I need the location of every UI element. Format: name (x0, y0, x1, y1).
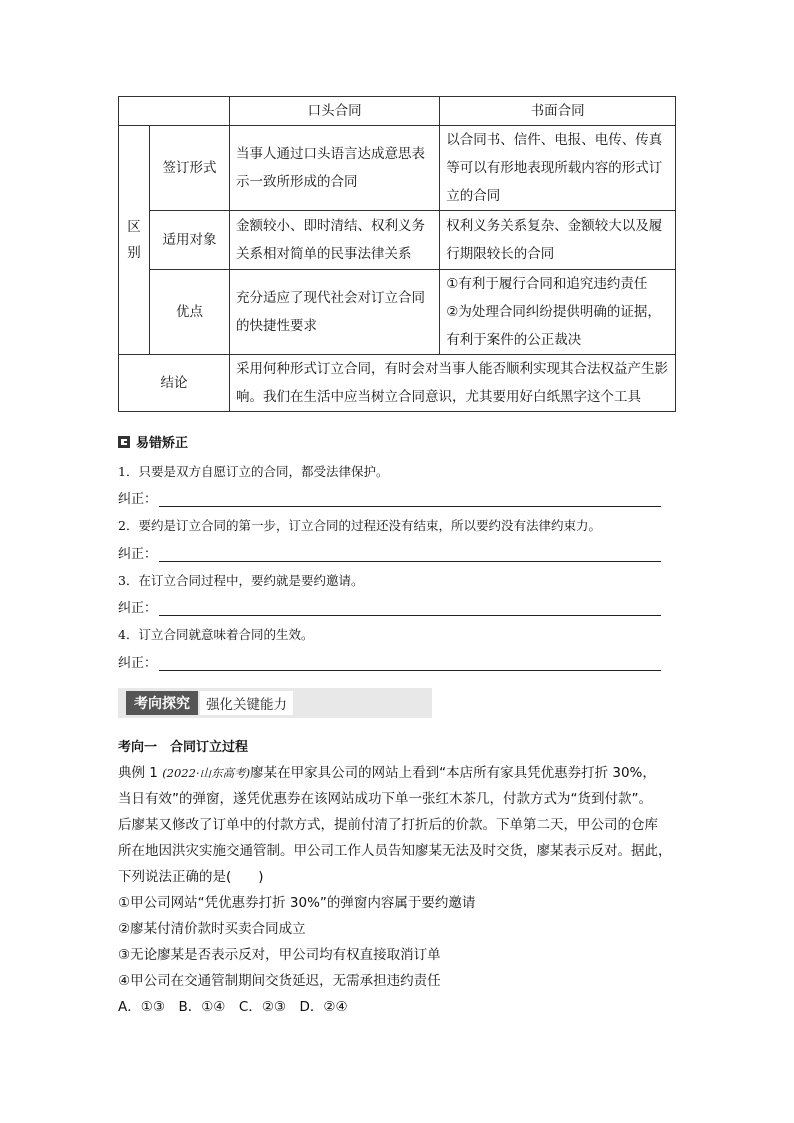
example-stem (118, 760, 688, 1020)
error-item-1: 1．只要是双方自愿订立的合同，都受法律保护。 (118, 464, 389, 479)
table-corner-cell (119, 97, 230, 126)
fix-line-2[interactable] (118, 543, 661, 562)
option-item: ②廖某付清价款时买卖合同成立 (118, 921, 306, 937)
answer-blank[interactable] (159, 656, 661, 671)
answer-blank[interactable] (159, 547, 661, 562)
row-label: 优点 (149, 270, 229, 355)
banner-subtitle: 强化关键能力 (200, 691, 293, 715)
error-correction-icon (118, 436, 130, 448)
stem-line: 当日有效”的弹窗，遂凭优惠券在该网站成功下单一张红木茶几，付款方式为“货到付款”。 (118, 791, 652, 807)
stem-line: 典例 1 (2022·山东高考)廖某在甲家具公司的网站上看到“本店所有家具凭优惠券打折 30%， (118, 765, 656, 781)
table-header-row (119, 97, 676, 126)
error-correction-heading (118, 432, 188, 451)
contract-comparison-table (118, 96, 676, 412)
stem-line: 后廖某又修改了订单中的付款方式，提前付清了打折后的价款。下单第二天，甲公司的仓库 (118, 817, 658, 833)
oral-cell: 充分适应了现代社会对订立合同的快捷性要求 (230, 270, 440, 355)
oral-cell: 当事人通过口头语言达成意思表示一致所形成的合同 (230, 126, 440, 211)
conclusion-cell: 采用何种形式订立合同，有时会对当事人能否顺利实现其合法权益产生影响。我们在生活中应当树立合同意识，尤其要用好白纸黑字这个工具 (230, 355, 676, 412)
option-item: ①甲公司网站“凭优惠券打折 30%”的弹窗内容属于要约邀请 (118, 895, 476, 911)
error-item-3: 3．在订立合同过程中，要约就是要约邀请。 (118, 573, 364, 588)
written-cell: 以合同书、信件、电报、电传、传真等可以有形地表现所载内容的形式订立的合同 (440, 126, 676, 211)
fix-line-1[interactable] (118, 488, 661, 507)
error-item-2: 2．要约是订立合同的第一步，订立合同的过程还没有结束，所以要约没有法律约束力。 (118, 518, 601, 533)
table-row (119, 211, 676, 270)
header-written-contract: 书面合同 (440, 97, 676, 126)
stem-line: 下列说法正确的是( ) (118, 869, 264, 885)
fix-label: 纠正： (118, 492, 158, 507)
fix-label: 纠正： (118, 547, 158, 562)
fix-line-4[interactable] (118, 652, 661, 671)
fix-label: 纠正： (118, 656, 158, 671)
table-row (119, 270, 676, 355)
written-advantage-2: ②为处理合同纠纷提供明确的证据，有利于案件的公正裁决 (446, 304, 661, 348)
example-label: 典例 1 (118, 765, 158, 781)
error-item-4: 4．订立合同就意味着合同的生效。 (118, 627, 314, 642)
header-oral-contract: 口头合同 (230, 97, 440, 126)
row-label: 签订形式 (149, 126, 229, 211)
answer-blank[interactable] (159, 601, 661, 616)
oral-cell: 金额较小、即时清结、权利义务关系相对简单的民事法律关系 (230, 211, 440, 270)
table-row (119, 355, 676, 412)
table-row (119, 126, 676, 211)
answer-choices[interactable]: A．①③ B．①④ C．②③ D．②④ (118, 999, 348, 1015)
example-source: (2022·山东高考) (162, 766, 251, 780)
section-banner (118, 688, 432, 718)
banner-title: 考向探究 (126, 691, 198, 715)
group-label-difference: 区别 (119, 126, 150, 355)
error-correction-title: 易错矫正 (136, 436, 189, 451)
answer-blank[interactable] (159, 492, 661, 507)
option-item: ③无论廖某是否表示反对，甲公司均有权直接取消订单 (118, 947, 441, 963)
written-cell (440, 270, 676, 355)
option-item: ④甲公司在交通管制期间交货延迟，无需承担违约责任 (118, 973, 441, 989)
row-label: 适用对象 (149, 211, 229, 270)
stem-line: 所在地因洪灾实施交通管制。甲公司工作人员告知廖某无法及时交货，廖某表示反对。据此， (118, 843, 672, 859)
section-title: 考向一 合同订立过程 (118, 740, 249, 755)
written-cell: 权利义务关系复杂、金额较大以及履行期限较长的合同 (440, 211, 676, 270)
conclusion-label: 结论 (119, 355, 230, 412)
written-advantage-1: ①有利于履行合同和追究违约责任 (446, 276, 648, 292)
fix-label: 纠正： (118, 601, 158, 616)
fix-line-3[interactable] (118, 597, 661, 616)
